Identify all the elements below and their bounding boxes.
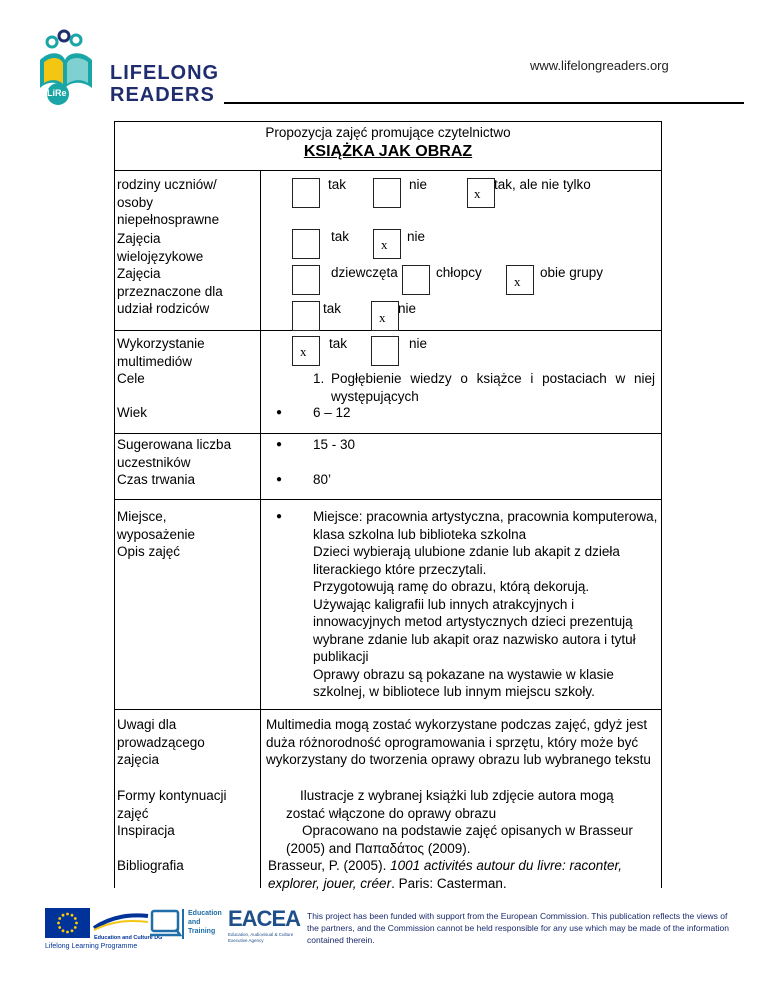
header-rule bbox=[224, 102, 744, 104]
doc-subtitle: Propozycja zajęć promujące czytelnictwo bbox=[265, 125, 511, 140]
bib-title: 1001 activités autour du livre: raconter, explorer, jouer, créer bbox=[268, 858, 622, 891]
title-divider bbox=[114, 170, 662, 171]
education-label: Education and Training bbox=[188, 910, 222, 935]
age-value: 6 – 12 bbox=[313, 405, 351, 420]
both-groups-checkbox[interactable] bbox=[506, 265, 534, 295]
label-multilingual: Zajęcia wielojęzykowe bbox=[117, 231, 204, 264]
place-text: Miejsce: pracownia artystyczna, pracownia komputerowa, klasa szkolna lub biblioteka szkolna bbox=[313, 509, 658, 542]
option-label: dziewczęta bbox=[331, 265, 398, 280]
checked-mark: x bbox=[300, 344, 307, 359]
description-line: Dzieci wybierają ulubione zdanie lub akapit z dzieła literackiego które przeczytali. bbox=[313, 544, 620, 577]
education-training-logo bbox=[150, 905, 225, 943]
logo-badge: LiRe bbox=[47, 88, 67, 98]
bullet-icon: ● bbox=[276, 439, 283, 450]
description-line: Przygotowują ramę do obrazu, którą dekorują. bbox=[313, 579, 590, 594]
multimedia-nie-checkbox[interactable] bbox=[371, 336, 399, 366]
option-label: obie grupy bbox=[540, 265, 604, 280]
option-label: tak bbox=[331, 229, 350, 244]
option-label: nie bbox=[409, 177, 428, 192]
eu-flag-logo bbox=[45, 908, 90, 938]
column-divider bbox=[260, 170, 261, 888]
swoosh-icon bbox=[92, 912, 150, 932]
logo-text-line2: READERS bbox=[110, 84, 215, 106]
checked-mark: x bbox=[474, 186, 481, 201]
goal-number: 1. bbox=[313, 371, 325, 386]
bullet-icon: ● bbox=[276, 511, 283, 522]
label-bibliography: Bibliografia bbox=[117, 858, 184, 873]
bib-publisher: . Paris: Casterman. bbox=[391, 875, 507, 891]
participants-value: 15 - 30 bbox=[313, 437, 356, 452]
description-block bbox=[313, 508, 658, 701]
table-border-top bbox=[114, 121, 662, 122]
families-tak-checkbox[interactable] bbox=[292, 178, 320, 208]
label-age: Wiek bbox=[117, 405, 147, 420]
parents-nie-checkbox[interactable] bbox=[371, 301, 399, 331]
families-nie-checkbox[interactable] bbox=[373, 178, 401, 208]
table-border-right bbox=[661, 121, 662, 888]
option-label: nie bbox=[409, 336, 428, 351]
label-parents: udział rodziców bbox=[117, 301, 210, 316]
description-line: Używając kaligrafii lub innych atrakcyjnych i innowacyjnych metod artystycznych dzieci prezentują wybrane zdanie lub akapit oraz nazwisko autora i tytuł publikacji bbox=[313, 596, 636, 664]
eacea-logo: EACEA bbox=[228, 906, 301, 931]
boys-checkbox[interactable] bbox=[402, 265, 430, 295]
option-label: nie bbox=[398, 301, 417, 316]
site-url[interactable]: www.lifelongreaders.org bbox=[530, 58, 669, 73]
logo-text-line1: LIFELONG bbox=[110, 62, 220, 84]
inspiration-text: Opracowano na podstawie zajęć opisanych w Brasseur (2005) and Παπαδάτος (2009). bbox=[286, 823, 633, 856]
label-families: rodziny uczniów/ osoby niepełnosprawne bbox=[117, 177, 220, 227]
option-label: tak, ale nie tylko bbox=[494, 177, 591, 192]
label-goals: Cele bbox=[117, 371, 145, 386]
checked-mark: x bbox=[381, 237, 388, 252]
lllp-swoosh bbox=[92, 912, 150, 932]
label-place: Miejsce, wyposażenie bbox=[117, 509, 196, 542]
option-label: tak bbox=[329, 336, 348, 351]
multilingual-tak-checkbox[interactable] bbox=[292, 229, 320, 259]
bib-author: Brasseur, P. (2005). bbox=[268, 858, 387, 873]
bullet-icon: ● bbox=[276, 474, 283, 485]
label-continuation: Formy kontynuacji zajęć bbox=[117, 788, 227, 821]
families-tak-ale-checkbox[interactable] bbox=[467, 178, 495, 208]
label-description: Opis zajęć bbox=[117, 544, 181, 559]
option-label: tak bbox=[328, 177, 347, 192]
multilingual-nie-checkbox[interactable] bbox=[373, 229, 401, 259]
checked-mark: x bbox=[379, 310, 386, 325]
notes-text: Multimedia mogą zostać wykorzystane podczas zajęć, gdyż jest duża różnorodność oprogramowania i sprzętu, który może być wykorzystany do tworzenia oprawy obrazu lub wybranego tekstu bbox=[266, 717, 651, 767]
description-line: Oprawy obrazu są pokazane na wystawie w klasie szkolnej, w bibliotece lub innym miejscu szkoły. bbox=[313, 666, 614, 699]
logo bbox=[30, 22, 100, 107]
multimedia-tak-checkbox[interactable] bbox=[292, 336, 320, 366]
funding-disclaimer: This project has been funded with support from the European Commission. This publication reflects the views of the partners, and the Commission cannot be held responsible for any use which may be made of the information contained therein. bbox=[307, 911, 729, 945]
eacea-subtitle: Education, Audiovisual & Culture Executive Agency bbox=[228, 932, 294, 943]
label-notes: Uwagi dla prowadzącego zajęcia bbox=[117, 717, 205, 767]
label-duration: Czas trwania bbox=[117, 472, 196, 487]
label-participants: Sugerowana liczba uczestników bbox=[117, 437, 232, 470]
label-inspiration: Inspiracja bbox=[117, 823, 175, 838]
option-label: tak bbox=[323, 301, 342, 316]
row-divider bbox=[114, 433, 662, 434]
option-label: chłopcy bbox=[436, 265, 482, 280]
parents-tak-checkbox[interactable] bbox=[292, 301, 320, 331]
bullet-icon: ● bbox=[276, 407, 283, 418]
doc-title: KSIĄŻKA JAK OBRAZ bbox=[303, 143, 473, 160]
bibliography-text bbox=[268, 857, 660, 892]
row-divider bbox=[114, 499, 662, 500]
option-label: nie bbox=[407, 229, 426, 244]
girls-checkbox[interactable] bbox=[292, 265, 320, 295]
duration-value: 80’ bbox=[313, 472, 332, 487]
table-border-left bbox=[114, 121, 115, 888]
label-for-whom: Zajęcia przeznaczone dla bbox=[117, 266, 223, 299]
checked-mark: x bbox=[514, 274, 521, 289]
row-divider bbox=[114, 709, 662, 710]
goal-text: Pogłębienie wiedzy o książce i postaciach w niej występujących bbox=[331, 371, 655, 404]
label-multimedia: Wykorzystanie multimediów bbox=[117, 336, 205, 369]
continuation-text: Ilustracje z wybranej książki lub zdjęcie autora mogą zostać włączone do oprawy obrazu bbox=[286, 788, 614, 821]
eu-stars-icon bbox=[45, 908, 90, 938]
eu-label-dg: Education and Culture DG bbox=[94, 935, 163, 941]
eu-label-lllp: Lifelong Learning Programme bbox=[45, 943, 138, 950]
